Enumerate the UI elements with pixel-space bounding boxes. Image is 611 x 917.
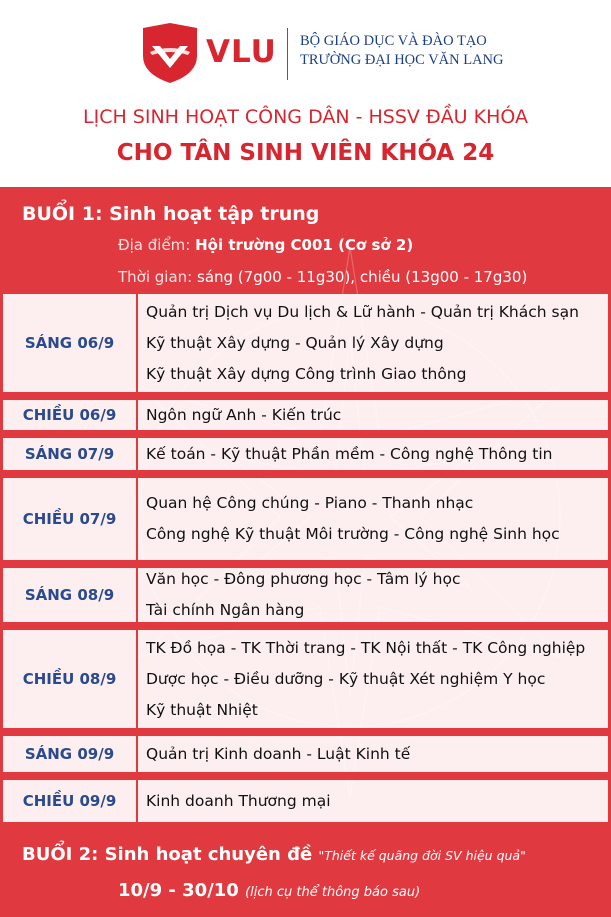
column-divider [136, 780, 138, 822]
session-cell: SÁNG 06/9 [24, 334, 115, 352]
major-line: Quản trị Dịch vụ Du lịch & Lữ hành - Quản trị Khách sạn [146, 302, 579, 321]
column-divider [136, 568, 138, 622]
majors-cell [146, 294, 579, 392]
session-2-label: BUỔI 2: Sinh hoạt chuyên đề [22, 844, 319, 865]
major-line: Dược học - Điều dưỡng - Kỹ thuật Xét nghiệm Y học [146, 669, 546, 688]
logo-divider [287, 28, 288, 80]
table-row [3, 294, 608, 392]
page-title-line-2: CHO TÂN SINH VIÊN KHÓA 24 [116, 140, 495, 166]
session-cell: CHIỀU 08/9 [22, 670, 117, 688]
major-line: Tài chính Ngân hàng [146, 601, 305, 619]
row-divider [3, 728, 608, 736]
table-row [3, 736, 608, 772]
university-name: TRƯỜNG ĐẠI HỌC VĂN LANG [300, 52, 504, 68]
table-row [3, 478, 608, 560]
time-label: Thời gian: [118, 268, 197, 286]
row-divider [3, 430, 608, 438]
column-divider [136, 630, 138, 728]
major-line: Kinh doanh Thương mại [146, 791, 331, 810]
major-line: Kỹ thuật Xây dựng Công trình Giao thông [146, 364, 467, 383]
place-label: Địa điểm: [118, 236, 196, 254]
column-divider [136, 438, 138, 470]
session-cell: SÁNG 07/9 [24, 445, 115, 463]
session-2-dates [118, 880, 420, 901]
schedule-table [3, 294, 608, 822]
table-row [3, 568, 608, 622]
major-line: Kỹ thuật Nhiệt [146, 700, 258, 719]
major-line: Kế toán - Kỹ thuật Phần mềm - Công nghệ Thông tin [146, 444, 553, 463]
table-row [3, 438, 608, 470]
session-2-note: (lịch cụ thể thông báo sau) [245, 885, 421, 900]
table-row [3, 780, 608, 822]
column-divider [136, 294, 138, 392]
major-line: Quan hệ Công chúng - Piano - Thanh nhạc [146, 494, 474, 512]
session-1-time [118, 268, 527, 286]
logo-text: VLU [206, 34, 277, 70]
session-1-place [118, 236, 413, 254]
vlu-logo-icon [140, 22, 200, 84]
major-line: Ngôn ngữ Anh - Kiến trúc [146, 405, 342, 424]
major-line: Kỹ thuật Xây dựng - Quản lý Xây dựng [146, 333, 444, 352]
session-cell: SÁNG 08/9 [24, 586, 115, 604]
session-cell: CHIỀU 07/9 [22, 510, 117, 528]
majors-cell [146, 630, 585, 728]
row-divider [3, 622, 608, 630]
majors-cell [146, 736, 410, 772]
ministry-block [300, 32, 504, 70]
session-2-date-range: 10/9 - 30/10 [118, 880, 246, 901]
table-row [3, 400, 608, 430]
column-divider [136, 478, 138, 560]
session-cell: CHIỀU 09/9 [22, 792, 117, 810]
column-divider [136, 400, 138, 430]
session-1-title: BUỔI 1: Sinh hoạt tập trung [22, 203, 320, 225]
row-divider [3, 772, 608, 780]
page-title-line-1: LỊCH SINH HOẠT CÔNG DÂN - HSSV ĐẦU KHÓA [83, 106, 528, 128]
majors-cell [146, 400, 341, 430]
column-divider [136, 736, 138, 772]
time-value: sáng (7g00 - 11g30), chiều (13g00 - 17g30) [197, 268, 528, 286]
row-divider [3, 470, 608, 478]
header [0, 0, 611, 190]
majors-cell [146, 568, 460, 622]
majors-cell [146, 438, 552, 470]
major-line: Văn học - Đông phương học - Tâm lý học [146, 570, 461, 588]
ministry-line-1: BỘ GIÁO DỤC VÀ ĐÀO TẠO [300, 33, 487, 49]
session-cell: CHIỀU 06/9 [22, 406, 117, 424]
major-line: Công nghệ Kỹ thuật Môi trường - Công nghệ Sinh học [146, 525, 560, 543]
major-line: Quản trị Kinh doanh - Luật Kinh tế [146, 744, 411, 763]
place-value: Hội trường C001 (Cơ sở 2) [195, 236, 414, 254]
session-2-title [22, 844, 526, 865]
table-row [3, 630, 608, 728]
major-line: TK Đồ họa - TK Thời trang - TK Nội thất - TK Công nghiệp [146, 638, 586, 657]
session-cell: SÁNG 09/9 [24, 745, 115, 763]
majors-cell [146, 780, 331, 822]
session-2-topic: "Thiết kế quãng đời SV hiệu quả" [318, 848, 526, 863]
majors-cell [146, 478, 560, 560]
